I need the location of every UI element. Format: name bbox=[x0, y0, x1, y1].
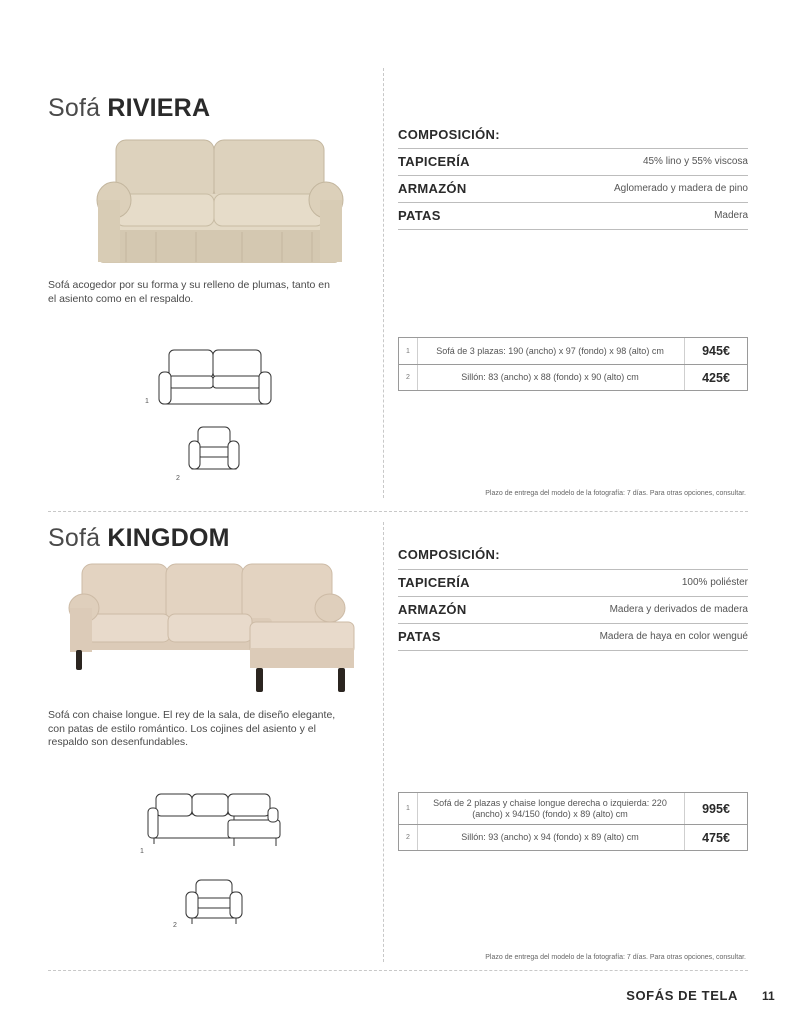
title-name: RIVIERA bbox=[107, 94, 211, 122]
riviera-sofa-photo bbox=[96, 136, 346, 270]
price-value: 995€ bbox=[684, 793, 747, 824]
footer-divider bbox=[48, 970, 748, 971]
price-row-number: 1 bbox=[399, 338, 418, 364]
composition-heading: COMPOSICIÓN: bbox=[398, 127, 500, 142]
price-row-description: Sofá de 2 plazas y chaise longue derecha o izquierda: 220 (ancho) x 94/150 (fondo) x 89 (alto) cm bbox=[433, 797, 667, 819]
price-row-description: Sillón: 93 (ancho) x 94 (fondo) x 89 (alto) cm bbox=[461, 832, 639, 842]
composition-heading: COMPOSICIÓN: bbox=[398, 547, 500, 562]
diagram-label-1: 1 bbox=[140, 848, 144, 855]
riviera-sofa-diagram bbox=[157, 348, 273, 406]
kingdom-armchair-diagram bbox=[186, 878, 242, 926]
title-name: KINGDOM bbox=[107, 524, 230, 552]
diagram-label-2: 2 bbox=[173, 922, 177, 929]
kingdom-sofa-photo bbox=[68, 562, 358, 694]
column-divider-bottom bbox=[383, 522, 384, 962]
spec-value: Madera bbox=[714, 210, 748, 221]
kingdom-sofa-diagram bbox=[148, 792, 282, 850]
spec-value: Aglomerado y madera de pino bbox=[614, 183, 748, 194]
price-table-kingdom bbox=[398, 792, 748, 851]
price-value: 425€ bbox=[684, 365, 747, 390]
price-row-number: 2 bbox=[399, 365, 418, 390]
spec-value: 45% lino y 55% viscosa bbox=[642, 156, 748, 167]
spec-label: TAPICERÍA bbox=[398, 575, 470, 590]
price-row-number: 1 bbox=[399, 793, 418, 824]
spec-row-patas bbox=[398, 202, 748, 230]
product-description: Sofá con chaise longue. El rey de la sala, de diseño elegante, con patas de estilo romántico. Los cojines del asiento y el respaldo son desenfundables. bbox=[48, 709, 336, 748]
spec-row-tapiceria bbox=[398, 148, 748, 175]
product-title-kingdom bbox=[48, 524, 230, 553]
title-prefix: Sofá bbox=[48, 524, 101, 552]
diagram-label-1: 1 bbox=[145, 398, 149, 405]
delivery-note: Plazo de entrega del modelo de la fotografía: 7 días. Para otras opciones, consultar. bbox=[485, 954, 746, 961]
section-title: SOFÁS DE TELA bbox=[626, 988, 738, 1003]
spec-label: PATAS bbox=[398, 208, 441, 223]
spec-row-patas bbox=[398, 623, 748, 651]
riviera-armchair-diagram bbox=[189, 425, 239, 471]
spec-row-tapiceria bbox=[398, 569, 748, 596]
spec-value: Madera de haya en color wengué bbox=[599, 631, 748, 642]
title-prefix: Sofá bbox=[48, 94, 101, 122]
spec-value: Madera y derivados de madera bbox=[609, 604, 748, 615]
column-divider-top bbox=[383, 68, 384, 498]
spec-row-armazon bbox=[398, 175, 748, 202]
price-row bbox=[399, 825, 747, 850]
spec-label: PATAS bbox=[398, 629, 441, 644]
product-description: Sofá acogedor por su forma y su relleno de plumas, tanto en el asiento como en el respaldo. bbox=[48, 279, 330, 305]
page-number: 11 bbox=[762, 989, 775, 1003]
price-row-description: Sofá de 3 plazas: 190 (ancho) x 97 (fondo) x 98 (alto) cm bbox=[436, 345, 664, 356]
price-row bbox=[399, 365, 747, 390]
price-table-riviera bbox=[398, 337, 748, 391]
section-divider bbox=[48, 511, 748, 512]
product-title-riviera bbox=[48, 94, 210, 123]
spec-value: 100% poliéster bbox=[681, 577, 748, 588]
delivery-note: Plazo de entrega del modelo de la fotografía: 7 días. Para otras opciones, consultar. bbox=[485, 490, 746, 497]
spec-row-armazon bbox=[398, 596, 748, 623]
price-row bbox=[399, 793, 747, 825]
price-value: 945€ bbox=[684, 338, 747, 364]
diagram-label-2: 2 bbox=[176, 475, 180, 482]
price-row bbox=[399, 338, 747, 365]
price-row-number: 2 bbox=[399, 825, 418, 850]
spec-label: ARMAZÓN bbox=[398, 181, 467, 196]
price-value: 475€ bbox=[684, 825, 747, 850]
spec-label: ARMAZÓN bbox=[398, 602, 467, 617]
price-row-description: Sillón: 83 (ancho) x 88 (fondo) x 90 (alto) cm bbox=[461, 372, 639, 382]
spec-label: TAPICERÍA bbox=[398, 154, 470, 169]
